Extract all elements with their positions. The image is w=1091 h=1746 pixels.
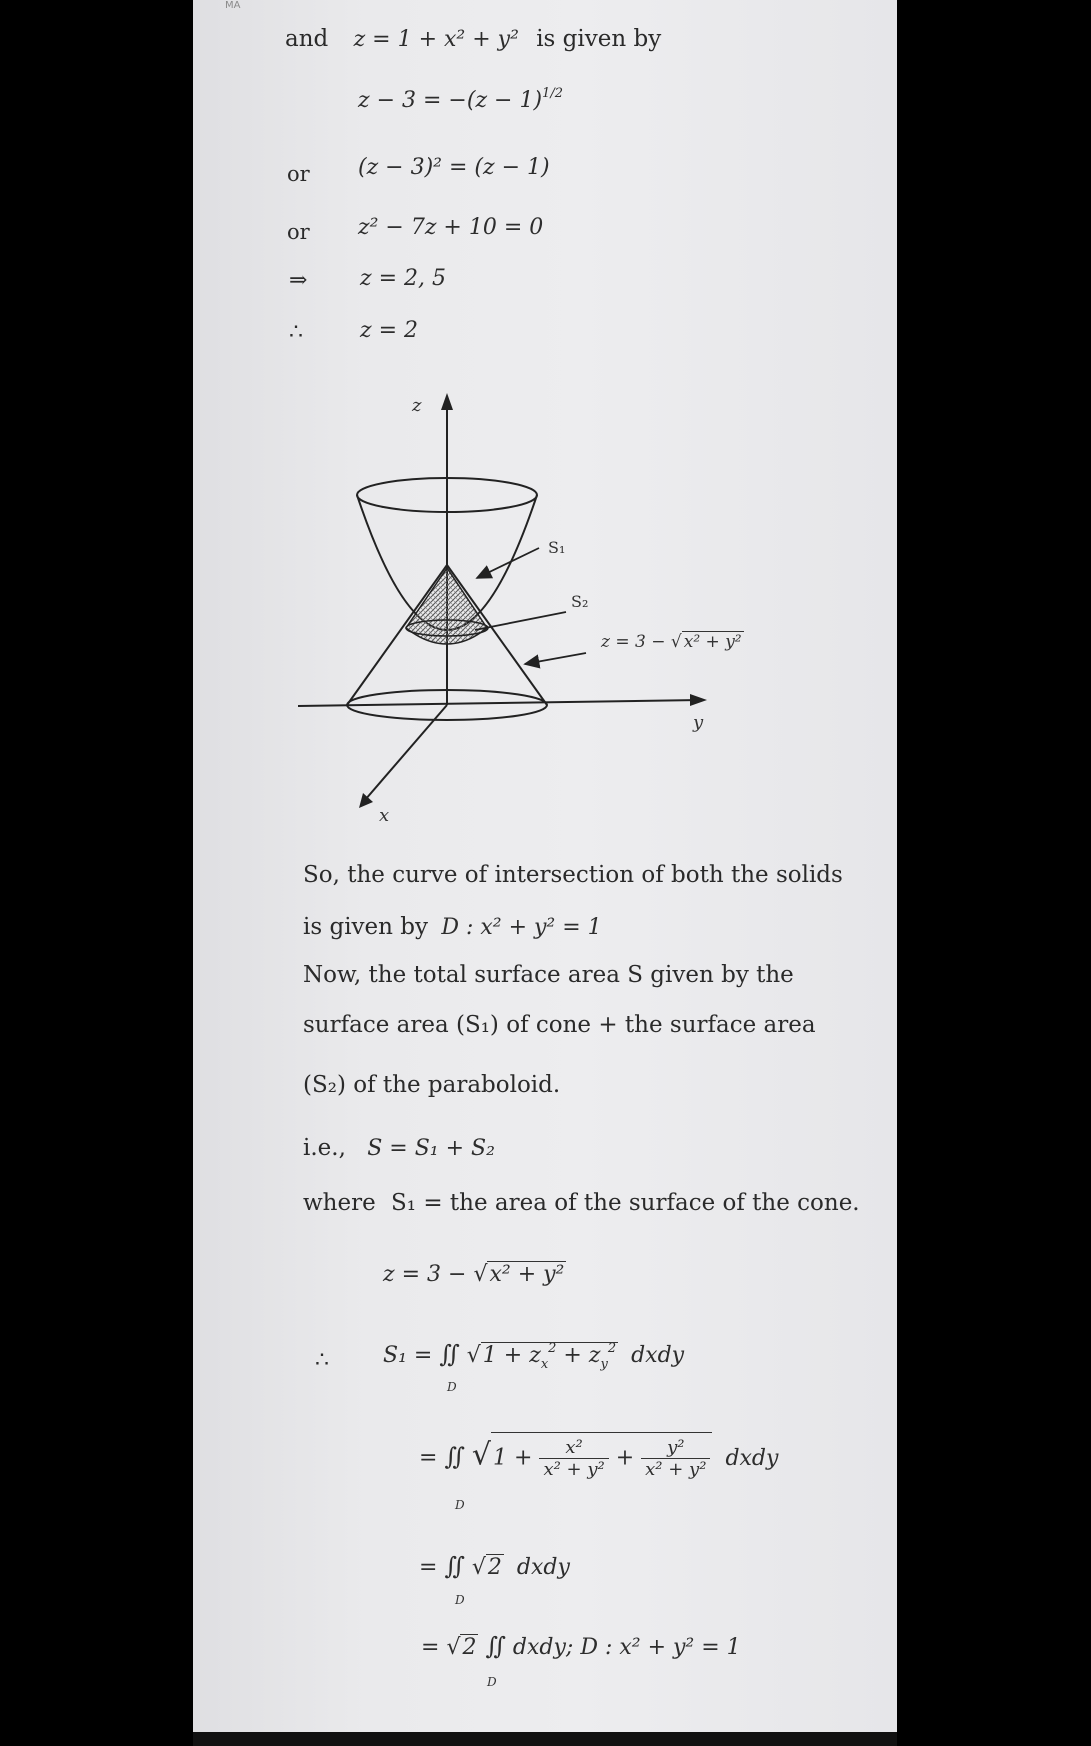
z-axis-arrow-icon — [441, 393, 453, 410]
equation-2: (z − 3)² = (z − 1) — [358, 155, 550, 180]
paragraph-2-line-3: (S₂) of the paraboloid. — [303, 1072, 561, 1098]
line-2-plus: + — [615, 1445, 635, 1471]
s2-pointer — [475, 612, 566, 630]
cone-pointer — [525, 653, 586, 664]
paragraph-1-line-2-text: is given by — [303, 914, 428, 940]
x-axis-arrow-icon — [359, 793, 373, 808]
or-label-2: or — [287, 220, 310, 244]
cone-equation-root: x² + y² — [683, 632, 742, 652]
therefore-symbol-2: ∴ — [315, 1348, 329, 1373]
cone-equation-radicand: x² + y² — [489, 1262, 565, 1287]
paragraph-1-line-2 — [303, 914, 602, 940]
equation-1-exponent: 1/2 — [542, 86, 563, 101]
integral-line-3: = ∬ √2 dxdy — [419, 1552, 570, 1580]
double-integral-icon: ∬ — [444, 1442, 465, 1471]
intro-rest: is given by — [536, 26, 662, 52]
line-2-differential: dxdy — [725, 1445, 779, 1471]
where-label: where — [303, 1190, 376, 1216]
equation-5: z = 2 — [360, 318, 419, 343]
integral-line-2: = ∬ √1 + $\frac{\text{x²}}{\text{x² + y²}}$ + $\frac{\text{y²}}{\text{x² + y²}}$ dxdy — [419, 1432, 778, 1480]
s1-radicand-b: + z — [556, 1343, 601, 1368]
where-equation: S₁ = the area of the surface of the cone. — [391, 1190, 860, 1216]
region-label-4: D — [487, 1675, 497, 1689]
fraction-2-numerator: y² — [641, 1437, 710, 1459]
equation-4: z = 2, 5 — [360, 266, 446, 291]
paragraph-2-line-1: Now, the total surface area S given by the — [303, 962, 794, 988]
or-label-1: or — [287, 162, 310, 186]
equation-3: z² − 7z + 10 = 0 — [358, 215, 544, 240]
z-axis-label: z — [412, 395, 422, 416]
line-3-radicand: 2 — [487, 1555, 502, 1580]
ie-line — [303, 1135, 495, 1161]
textbook-page — [193, 0, 897, 1732]
ie-label: i.e., — [303, 1135, 346, 1161]
implies-symbol: ⇒ — [289, 268, 308, 293]
cone-equation-label: z = 3 − √ x² + y² — [601, 632, 742, 652]
cone-equation: z = 3 − √x² + y² — [383, 1262, 565, 1287]
equation-1-body: z − 3 = −(z − 1) — [358, 88, 543, 113]
region-label-1: D — [447, 1380, 457, 1394]
line-4-radicand: 2 — [462, 1635, 477, 1660]
cone-equation-text: z = 3 − — [383, 1262, 467, 1287]
s1-radicand-sub-y: y — [600, 1357, 608, 1372]
line-4-rest: dxdy; D : x² + y² = 1 — [512, 1635, 741, 1660]
y-axis-arrow-icon — [690, 694, 707, 706]
x-axis-label: x — [379, 805, 390, 826]
integral-line-4: = √2 ∬ dxdy; D : x² + y² = 1 — [421, 1632, 741, 1660]
line-4-equals: = — [421, 1635, 440, 1660]
where-line — [303, 1190, 860, 1216]
y-axis-line — [298, 700, 700, 706]
fraction-1-denominator: x² + y² — [543, 1459, 605, 1480]
s2-label: S₂ — [571, 592, 589, 611]
s1-radicand-sub-x: x — [540, 1357, 549, 1372]
intersection-equation: D : x² + y² = 1 — [441, 915, 602, 940]
therefore-symbol-1: ∴ — [289, 320, 303, 345]
fraction-1-numerator: x² — [539, 1437, 608, 1459]
paragraph-1-line-1: So, the curve of intersection of both the solids — [303, 862, 843, 888]
region-label-3: D — [455, 1593, 465, 1607]
s1-radicand-a: 1 + z — [482, 1343, 541, 1368]
cone-equation-left: z = 3 − — [601, 632, 666, 652]
double-integral-icon: ∬ — [444, 1552, 465, 1580]
fraction-2-denominator: x² + y² — [645, 1459, 707, 1480]
s1-label: S₁ — [548, 538, 566, 557]
s1-pointer — [477, 548, 539, 578]
s1-integral-left: S₁ = — [383, 1343, 433, 1368]
line-2-one-plus: 1 + — [493, 1445, 533, 1471]
double-integral-icon: ∬ — [439, 1340, 460, 1368]
page-bottom-edge — [193, 1732, 897, 1746]
line-3-equals: = — [419, 1555, 438, 1580]
line-2-equals: = — [419, 1445, 438, 1471]
paragraph-2-line-2: surface area (S₁) of cone + the surface area — [303, 1012, 816, 1038]
fraction-1 — [539, 1437, 608, 1480]
s1-differential: dxdy — [631, 1343, 685, 1368]
intro-equation: z = 1 + x² + y² — [353, 27, 519, 52]
double-integral-icon: ∬ — [485, 1632, 506, 1660]
line-3-differential: dxdy — [516, 1555, 570, 1580]
fraction-2 — [641, 1437, 710, 1480]
intro-and: and — [285, 26, 329, 52]
cone-paraboloid-diagram — [193, 0, 897, 840]
y-axis-label: y — [693, 712, 704, 733]
region-label-2: D — [455, 1498, 465, 1512]
corner-mark: MA — [225, 0, 241, 11]
ie-equation: S = S₁ + S₂ — [367, 1136, 495, 1161]
s1-integral-line: S₁ = ∬ $√1 + z_x^2 + z_y^2$ dxdy — [383, 1340, 685, 1372]
